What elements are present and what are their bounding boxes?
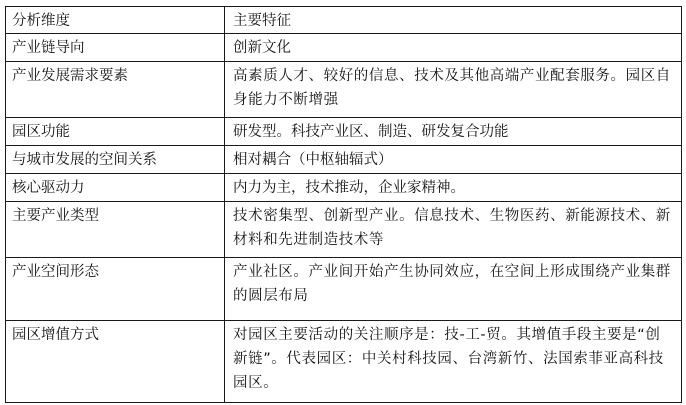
row-dimension-cell: 与城市发展的空间关系 [6,146,225,174]
row-dimension-cell: 产业空间形态 [6,258,225,321]
row-dimension-cell: 园区增值方式 [6,321,225,403]
row-feature-cell: 相对耦合（中枢轴辐式） [225,146,682,174]
table-row [6,146,682,174]
row-feature-cell: 对园区主要活动的关注顺序是：技-工-贸。其增值手段主要是“创新链”。代表园区：中关村科技园、台湾新竹、法国索菲亚高科技园区。 [225,321,682,403]
table-row [6,174,682,202]
row-feature-cell: 内力为主，技术推动，企业家精神。 [225,174,682,202]
table-row [6,202,682,258]
table-row [6,118,682,146]
row-feature-cell: 技术密集型、创新型产业。信息技术、生物医药、新能源技术、新材料和先进制造技术等 [225,202,682,258]
row-dimension-cell: 主要产业类型 [6,202,225,258]
row-dimension-cell: 园区功能 [6,118,225,146]
row-feature-cell: 研发型。科技产业区、制造、研发复合功能 [225,118,682,146]
features-table [5,6,682,403]
header-dimension-cell: 分析维度 [6,7,225,34]
row-feature-cell: 高素质人才、较好的信息、技术及其他高端产业配套服务。园区自身能力不断增强 [225,62,682,118]
header-feature-cell: 主要特征 [225,7,682,34]
table-row [6,321,682,403]
table-row [6,258,682,321]
row-dimension-cell: 产业链导向 [6,34,225,62]
row-feature-cell: 产业社区。产业间开始产生协同效应，在空间上形成围绕产业集群的圆层布局 [225,258,682,321]
table-row [6,62,682,118]
table-row [6,34,682,62]
row-dimension-cell: 产业发展需求要素 [6,62,225,118]
table-header-row [6,7,682,34]
row-dimension-cell: 核心驱动力 [6,174,225,202]
row-feature-cell: 创新文化 [225,34,682,62]
